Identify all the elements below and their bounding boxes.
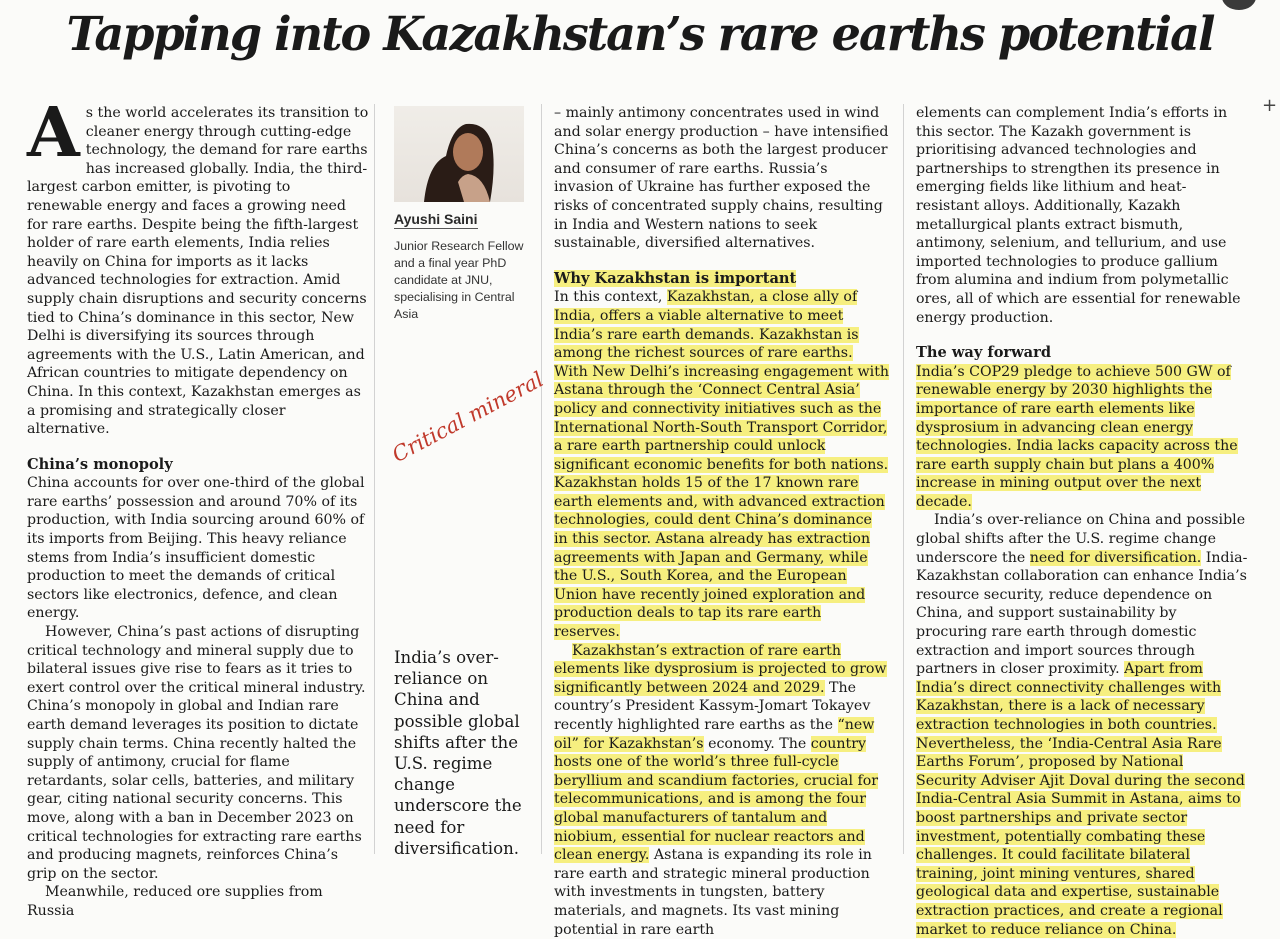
highlighted-text: country hosts one of the world’s three full-cycle beryllium and scandium factories, crucial for telecommunications, and is among the four global manufacturers of tantalum and niobium, essential for nuclear reactors and clean energy. [554, 735, 879, 864]
article-column-1 [27, 93, 370, 921]
author-name: Ayushi Saini [394, 211, 478, 227]
section-heading-monopoly: China’s monopoly [27, 455, 173, 473]
highlighted-text: Kazakhstan’s extraction of rare earth elements like dysprosium is projected to grow significantly between 2024 and 2029. [554, 642, 887, 696]
highlighted-text: need for diversification. [1029, 549, 1202, 566]
headline: Tapping into Kazakhstan’s rare earths potential [66, 7, 1214, 62]
author-bio: Junior Research Fellow and a final year PhD candidate at JNU, specialising in Central Asia [394, 239, 524, 321]
paragraph: India’s over-reliance on China and possible global shifts after the U.S. regime change underscore the need for diversification. India-Kazakhstan collaboration can enhance India’s resource security, reduce dependence on China, and support sustainability by procuring rare earth through domestic extraction and import sources through partners in closer proximity. Apart from India’s direct connectivity challenges with Kazakhstan, there is a lack of necessary extraction technologies in both countries. Nevertheless, the ‘India-Central Asia Rare Earths Forum’, proposed by National Security Adviser Ajit Doval during the second India-Central Asia Summit in Astana, aims to boost partnerships and private sector investment, potentially combating these challenges. It could facilitate bilateral training, joint mining ventures, shared geological data and expertise, sustainable extraction practices, and create a regional market to reduce reliance on China. [916, 512, 1248, 938]
column-divider [903, 104, 904, 854]
paragraph: China accounts for over one-third of the global rare earths’ possession and around 70% of its production, with India sourcing around 60% of its imports from Beijing. This heavy reliance stems from India’s insufficient domestic production to meet the demands of critical sectors like electronics, defence, and clean energy. [27, 475, 365, 622]
author-photo [394, 106, 524, 202]
paragraph: Meanwhile, reduced ore supplies from Russia [27, 884, 323, 919]
pullquote: India’s over-reliance on China and possible global shifts after the U.S. regime change underscore the need for diversification. [394, 648, 522, 858]
handwritten-annotation [378, 367, 548, 488]
paragraph: – mainly antimony concentrates used in wind and solar energy production – have intensified China’s concerns as both the largest producer and consumer of rare earths. Russia’s invasion of Ukraine has further exposed the risks of concentrated supply chains, resulting in India and Western nations to seek sustainable, diversified alternatives. [554, 105, 889, 252]
paragraph [916, 363, 1248, 512]
article-column-4 [916, 104, 1248, 939]
column-divider [374, 104, 375, 854]
section-heading-way-forward: The way forward [916, 344, 1052, 362]
author-portrait-icon [394, 106, 524, 202]
highlighted-text: Apart from India’s direct connectivity challenges with Kazakhstan, there is a lack of necessary extraction technologies in both countries. Nevertheless, the ‘India-Central Asia Rare Earths Forum’, proposed by National Security Adviser Ajit Doval during the second India-Central Asia Summit in Astana, aims to boost partnerships and private sector investment, potentially combating these challenges. It could facilitate bilateral training, joint mining ventures, shared geological data and expertise, sustainable extraction practices, and create a regional market to reduce reliance on China. [916, 661, 1245, 938]
intro-paragraph: As the world accelerates its transition to cleaner energy through cutting-edge technology, the demand for rare earths has increased globally. India, the third-largest carbon emitter, is pivoting to renewable energy and faces a growing need for rare earths. Despite being the fifth-largest holder of rare earth elements, India relies heavily on China for imports as it lacks advanced technologies for extraction. Amid supply chain disruptions and security concerns tied to China’s dominance in this sector, New Delhi is diversifying its sources through agreements with the U.S., Latin American, and African countries to mitigate dependency on China. In this context, Kazakhstan emerges as a promising and strategically closer alternative. [27, 93, 369, 438]
highlighted-text: Kazakhstan, a close ally of India, offers a viable alternative to meet India’s rare earth demands. Kazakhstan is among the richest sources of rare earths. With New Delhi’s increasing engagement with Astana through the ‘Connect Central Asia’ policy and connectivity initiatives such as the International North-South Transport Corridor, a rare earth partnership could unlock significant economic benefits for both nations. Kazakhstan holds 15 of the 17 known rare earth elements and, with advanced extraction technologies, could dent China’s dominance in this sector. Astana already has extraction agreements with Japan and Germany, while the U.S., South Korea, and the European Union have recently joined exploration and production deals to tap its rare earth reserves. [554, 289, 890, 641]
drop-cap: A [27, 93, 80, 173]
highlighted-text: “new oil” for Kazakhstan’s [554, 717, 875, 752]
paragraph: elements can complement India’s efforts in this sector. The Kazakh government is prioritising advanced technologies and partnerships to strengthen its presence in emerging fields like lithium and heat-resistant alloys. Additionally, Kazakh metallurgical plants extract bismuth, antimony, selenium, and tellurium, and use imported technologies to produce gallium from alumina and indium from polymetallic ores, all of which are essential for renewable energy production. [916, 105, 1241, 326]
article-column-3 [554, 104, 890, 939]
paragraph: However, China’s past actions of disrupting critical technology and mineral supply due to bilateral issues give rise to fears as it tries to exert control over the critical mineral industry. China’s monopoly in global and Indian rare earth demand leverages its position to dictate supply chain terms. China recently halted the supply of antimony, crucial for flame retardants, solar cells, batteries, and military gear, citing national security concerns. This move, along with a ban in December 2023 on critical technologies for extracting rare earths and producing magnets, reinforces China’s grip on the sector. [27, 624, 366, 882]
paragraph: In this context, Kazakhstan, a close ally of India, offers a viable alternative to meet India’s rare earth demands. Kazakhstan is among the richest sources of rare earths. With New Delhi’s increasing engagement with Astana through the ‘Connect Central Asia’ policy and connectivity initiatives such as the International North-South Transport Corridor, a rare earth partnership could unlock significant economic benefits for both nations. Kazakhstan holds 15 of the 17 known rare earth elements and, with advanced extraction technologies, could dent China’s dominance in this sector. Astana already has extraction agreements with Japan and Germany, while the U.S., South Korea, and the European Union have recently joined exploration and production deals to tap its rare earth reserves. [554, 289, 890, 641]
highlighted-text: India’s COP29 pledge to achieve 500 GW of renewable energy by 2030 highlights the importance of rare earth elements like dysprosium in advancing clean energy technologies. India lacks capacity across the rare earth supply chain but plans a 400% increase in mining output over the next decade. [916, 363, 1238, 510]
column-divider [541, 104, 542, 854]
plus-cursor-icon: + [1262, 95, 1278, 116]
section-heading-why: Why Kazakhstan is important [554, 269, 797, 287]
paragraph: Kazakhstan’s extraction of rare earth elements like dysprosium is projected to grow significantly between 2024 and 2029. The country’s President Kassym-Jomart Tokayev recently highlighted rare earths as the “new oil” for Kazakhstan’s economy. The country hosts one of the world’s three full-cycle beryllium and scandium factories, crucial for telecommunications, and is among the four global manufacturers of tantalum and niobium, essential for nuclear reactors and clean energy. Astana is expanding its role in rare earth and strategic mineral production with investments in tungsten, battery materials, and magnets. Its vast mining potential in rare earth [554, 642, 887, 938]
handwritten-note: Critical mineral [388, 367, 548, 468]
